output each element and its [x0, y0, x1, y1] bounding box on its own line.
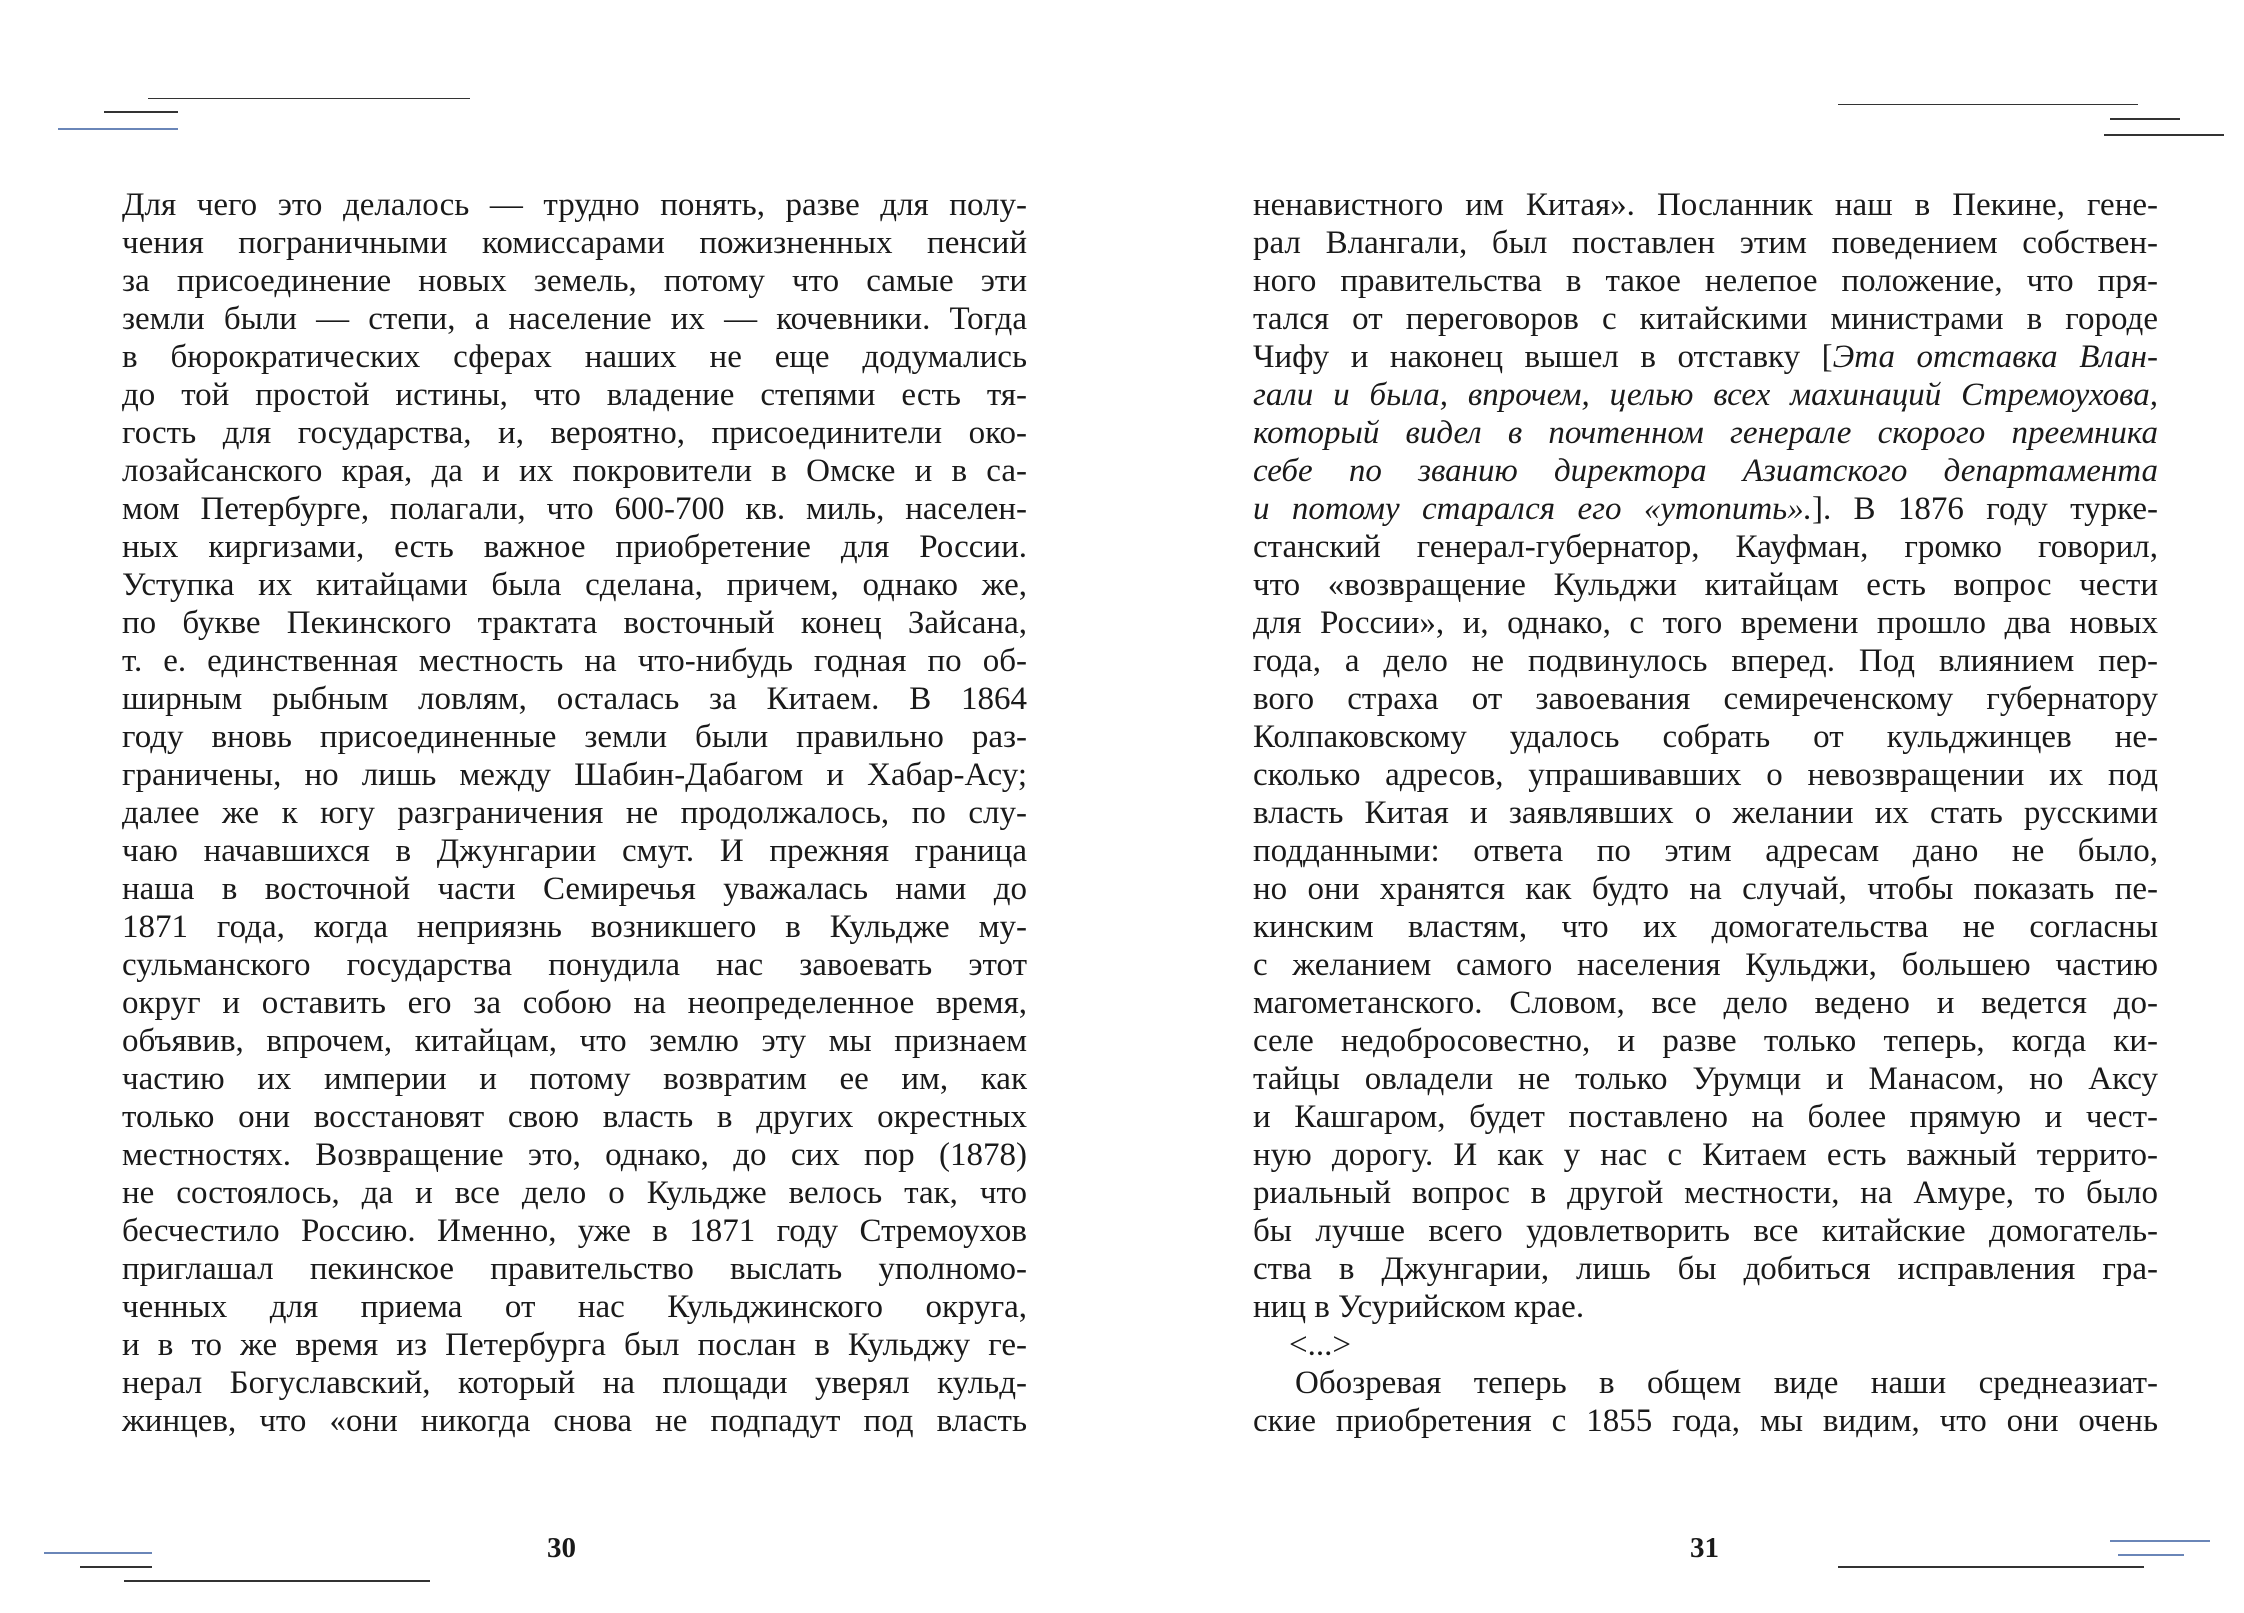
right-page-text — [1253, 186, 2158, 1440]
text-line: частию их империи и потому возвратим ее им, как — [122, 1061, 1027, 1097]
text-line: лозайсанского края, да и их покровители в Омске и в са- — [122, 453, 1027, 489]
header-rule-long — [2104, 134, 2224, 136]
page-number: 31 — [1690, 1532, 1719, 1564]
footer-rule-accent — [2118, 1554, 2184, 1556]
text-line: тайцы овладели не только Урумци и Манасом, но Аксу — [1253, 1061, 2158, 1097]
text-line: кинским властям, что их домогательства не согласны — [1253, 909, 2158, 945]
text-line: для России», и, однако, с того времени прошло два новых — [1253, 605, 2158, 641]
text-line: с желанием самого населения Кульджи, большею частию — [1253, 947, 2158, 983]
header-rule-top — [1838, 104, 2138, 105]
text-line: ных киргизами, есть важное приобретение для России. — [122, 529, 1027, 565]
text-line: 1871 года, когда неприязнь возникшего в Кульдже му- — [122, 909, 1027, 945]
text-line: бы лучше всего удовлетворить все китайские домогатель- — [1253, 1213, 2158, 1249]
footer-rule-accent — [44, 1552, 152, 1554]
left-page — [0, 0, 1120, 1613]
header-rule — [2110, 118, 2180, 120]
text-line: и Кашгаром, будет поставлено на более прямую и чест- — [1253, 1099, 2158, 1135]
text-line: ские приобретения с 1855 года, мы видим, что они очень — [1253, 1403, 2158, 1439]
text-line: до той простой истины, что владение степями есть тя- — [122, 377, 1027, 413]
text-line: только они восстановят свою власть в других окрестных — [122, 1099, 1027, 1135]
text-line: наша в восточной части Семиречья уважалась нами до — [122, 871, 1027, 907]
text-line: чаю начавшихся в Джунгарии смут. И прежняя граница — [122, 833, 1027, 869]
text-line: округ и оставить его за собою на неопределенное время, — [122, 985, 1027, 1021]
text-line: чения пограничными комиссарами пожизненных пенсий — [122, 225, 1027, 261]
text-line: рал Влангали, был поставлен этим поведением собствен- — [1253, 225, 2158, 261]
text-line: нерал Богуславский, который на площади уверял кульд- — [122, 1365, 1027, 1401]
text-line: власть Китая и заявлявших о желании их стать русскими — [1253, 795, 2158, 831]
text-line: по букве Пекинского трактата восточный конец Зайсана, — [122, 605, 1027, 641]
text-line: Обозревая теперь в общем виде наши среднеазиат- — [1295, 1365, 2158, 1401]
text-line: ства в Джунгарии, лишь бы добиться исправления гра- — [1253, 1251, 2158, 1287]
footnote-line: себе по званию директора Азиатского департамента — [1253, 453, 2158, 489]
text-line: не состоялось, да и все дело о Кульдже велось так, что — [122, 1175, 1027, 1211]
footnote-line: гали и была, впрочем, целью всех махинаций Стремоухова, — [1253, 377, 2158, 413]
text-line: вого страха от завоевания семиреченскому губернатору — [1253, 681, 2158, 717]
left-page-text — [122, 186, 1027, 1440]
text-line: сульманского государства понудила нас завоевать этот — [122, 947, 1027, 983]
text-line: ширным рыбным ловлям, осталась за Китаем. В 1864 — [122, 681, 1027, 717]
text-line: Уступка их китайцами была сделана, причем, однако же, — [122, 567, 1027, 603]
text-line: бесчестило Россию. Именно, уже в 1871 году Стремоухов — [122, 1213, 1027, 1249]
footnote-line: который видел в почтенном генерале скорого преемника — [1253, 415, 2158, 451]
page-number: 30 — [547, 1532, 576, 1564]
text-line: местностях. Возвращение это, однако, до сих пор (1878) — [122, 1137, 1027, 1173]
header-rule-accent — [58, 128, 178, 130]
text-line-with-note — [1253, 490, 2158, 528]
text-fragment: Чифу и наконец вышел в отставку [ — [1253, 339, 1833, 375]
text-line: Для чего это делалось — трудно понять, разве для полу- — [122, 187, 1027, 223]
text-line: граничены, но лишь между Шабин-Дабагом и Хабар-Асу; — [122, 757, 1027, 793]
footer-rule-accent — [2110, 1540, 2210, 1542]
text-line: магометанского. Словом, все дело ведено и ведется до- — [1253, 985, 2158, 1021]
text-line: земли были — степи, а население их — кочевники. Тогда — [122, 301, 1027, 337]
footnote-fragment: Эта отставка Влан- — [1832, 339, 2158, 375]
text-line: и в то же время из Петербурга был послан в Кульджу ге- — [122, 1327, 1027, 1363]
text-fragment: ]. В 1876 году турке- — [1811, 491, 2158, 527]
text-line: селе недобросовестно, и разве только теперь, когда ки- — [1253, 1023, 2158, 1059]
text-line: ного правительства в такое нелепое положение, что пря- — [1253, 263, 2158, 299]
text-line: ную дорогу. И как у нас с Китаем есть важный террито- — [1253, 1137, 2158, 1173]
text-line: за присоединение новых земель, потому что самые эти — [122, 263, 1027, 299]
text-line: году вновь присоединенные земли были правильно раз- — [122, 719, 1027, 755]
ellipsis-line: <...> — [1289, 1327, 1351, 1363]
text-line-with-note — [1253, 338, 2158, 376]
text-line: т. е. единственная местность на что-нибудь годная по об- — [122, 643, 1027, 679]
text-line: объявив, впрочем, китайцам, что землю эту мы признаем — [122, 1023, 1027, 1059]
text-line: мом Петербурге, полагали, что 600-700 кв. миль, населен- — [122, 491, 1027, 527]
text-line: тался от переговоров с китайскими министрами в городе — [1253, 301, 2158, 337]
text-line: в бюрократических сферах наших не еще додумались — [122, 339, 1027, 375]
text-line: жинцев, что «они никогда снова не подпадут под власть — [122, 1403, 1027, 1439]
text-line: ниц в Усурийском крае. — [1253, 1289, 1585, 1325]
text-line: подданными: ответа по этим адресам дано не было, — [1253, 833, 2158, 869]
footnote-fragment: и потому старался его «утопить». — [1253, 491, 1812, 527]
text-line: станский генерал-губернатор, Кауфман, громко говорил, — [1253, 529, 2158, 565]
text-line: что «возвращение Кульджи китайцам есть вопрос чести — [1253, 567, 2158, 603]
footer-rule-long — [1838, 1566, 2144, 1568]
text-line: ненавистного им Китая». Посланник наш в Пекине, гене- — [1253, 187, 2158, 223]
text-line: сколько адресов, упрашивавших о невозвращении их под — [1253, 757, 2158, 793]
footer-rule-long — [124, 1580, 430, 1582]
header-rule — [104, 111, 178, 113]
text-line: Колпаковскому удалось собрать от кульджинцев не- — [1253, 719, 2158, 755]
header-rule-top — [148, 98, 470, 99]
footer-rule — [80, 1566, 152, 1568]
text-line: года, а дело не подвинулось вперед. Под влиянием пер- — [1253, 643, 2158, 679]
text-line: гость для государства, и, вероятно, присоединители око- — [122, 415, 1027, 451]
text-line: но они хранятся как будто на случай, чтобы показать пе- — [1253, 871, 2158, 907]
text-line: риальный вопрос в другой местности, на Амуре, то было — [1253, 1175, 2158, 1211]
text-line: ченных для приема от нас Кульджинского округа, — [122, 1289, 1027, 1325]
text-line: приглашал пекинское правительство выслать уполномо- — [122, 1251, 1027, 1287]
text-line: далее же к югу разграничения не продолжалось, по слу- — [122, 795, 1027, 831]
